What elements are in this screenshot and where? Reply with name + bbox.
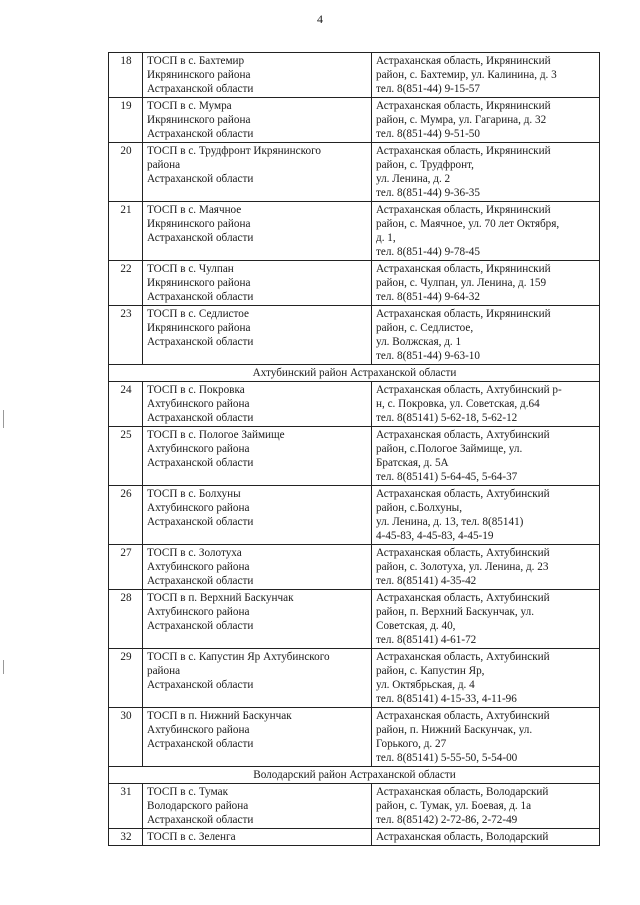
office-name-line: Ахтубинского района (147, 724, 250, 736)
address-cell (372, 708, 600, 767)
margin-mark (3, 410, 4, 428)
address-line: д. 1, (376, 232, 396, 244)
margin-mark (3, 660, 4, 674)
address-cell (372, 784, 600, 829)
office-name-line: Ахтубинского района (147, 606, 250, 618)
address-line: район, с. Капустин Яр, (376, 665, 485, 677)
row-number: 18 (109, 53, 143, 98)
office-name-line: Астраханской области (147, 814, 254, 826)
office-name-line: ТОСП в с. Болхуны (147, 488, 241, 500)
office-name-line: Астраханской области (147, 412, 254, 424)
office-name-cell (143, 829, 372, 846)
office-name-line: ТОСП в п. Нижний Баскунчак (147, 710, 292, 722)
address-line: Астраханская область, Ахтубинский (376, 488, 550, 500)
office-name-line: района (147, 159, 181, 171)
office-name-line: Астраханской области (147, 232, 254, 244)
address-cell (372, 427, 600, 486)
page-number: 4 (317, 12, 323, 26)
address-line: Астраханская область, Володарский (376, 831, 549, 843)
office-name-line: ТОСП в с. Трудфронт Икрянинского (147, 145, 321, 157)
address-line: тел. 8(85141) 4-15-33, 4-11-96 (376, 693, 517, 705)
address-line: тел. 8(85141) 4-61-72 (376, 634, 477, 646)
table-row (109, 261, 600, 306)
office-name-line: ТОСП в п. Верхний Баскунчак (147, 592, 294, 604)
address-line: район, п. Нижний Баскунчак, ул. (376, 724, 533, 736)
address-line: тел. 8(851-44) 9-64-32 (376, 291, 480, 303)
row-number: 22 (109, 261, 143, 306)
table-row (109, 784, 600, 829)
office-name-line: ТОСП в с. Пологое Займище (147, 429, 285, 441)
table-row (109, 306, 600, 365)
office-name-line: Ахтубинского района (147, 443, 250, 455)
office-name-line: Володарского района (147, 800, 249, 812)
address-line: тел. 8(851-44) 9-36-35 (376, 187, 480, 199)
address-line: район, с. Тумак, ул. Боевая, д. 1а (376, 800, 532, 812)
section-title: Володарский район Астраханской области (109, 767, 600, 784)
office-name-cell (143, 784, 372, 829)
address-line: район, с. Трудфронт, (376, 159, 474, 171)
address-line: Астраханская область, Икрянинский (376, 308, 551, 320)
table-row (109, 382, 600, 427)
office-name-cell (143, 590, 372, 649)
office-name-line: Ахтубинского района (147, 502, 250, 514)
address-line: ул. Волжская, д. 1 (376, 336, 462, 348)
address-line: 4-45-83, 4-45-83, 4-45-19 (376, 530, 494, 542)
address-line: Астраханская область, Володарский (376, 786, 549, 798)
address-cell (372, 829, 600, 846)
row-number: 27 (109, 545, 143, 590)
row-number: 26 (109, 486, 143, 545)
office-name-line: Астраханской области (147, 128, 254, 140)
office-name-cell (143, 261, 372, 306)
address-line: тел. 8(85141) 5-55-50, 5-54-00 (376, 752, 518, 764)
address-line: Горького, д. 27 (376, 738, 447, 750)
office-name-line: Астраханской области (147, 457, 254, 469)
address-line: ул. Октябрьская, д. 4 (376, 679, 475, 691)
address-line: Советская, д. 40, (376, 620, 456, 632)
office-name-cell (143, 202, 372, 261)
office-name-line: Астраханской области (147, 83, 254, 95)
table-row (109, 98, 600, 143)
office-name-cell (143, 649, 372, 708)
office-name-line: Икрянинского района (147, 322, 251, 334)
table-row (109, 649, 600, 708)
offices-table (108, 52, 600, 846)
office-name-line: ТОСП в с. Чулпан (147, 263, 234, 275)
address-cell (372, 53, 600, 98)
address-cell (372, 590, 600, 649)
address-line: район, с. Седлистое, (376, 322, 474, 334)
row-number: 29 (109, 649, 143, 708)
office-name-cell (143, 53, 372, 98)
address-line: район, с. Золотуха, ул. Ленина, д. 23 (376, 561, 549, 573)
office-name-cell (143, 306, 372, 365)
address-line: тел. 8(851-44) 9-51-50 (376, 128, 480, 140)
address-cell (372, 382, 600, 427)
address-line: район, с. Мумра, ул. Гагарина, д. 32 (376, 114, 547, 126)
office-name-line: Икрянинского района (147, 69, 251, 81)
address-line: ул. Ленина, д. 2 (376, 173, 451, 185)
row-number: 20 (109, 143, 143, 202)
row-number: 28 (109, 590, 143, 649)
office-name-cell (143, 427, 372, 486)
address-line: район, с.Болхуны, (376, 502, 462, 514)
section-row (109, 365, 600, 382)
office-name-line: ТОСП в с. Мумра (147, 100, 232, 112)
office-name-line: Астраханской области (147, 738, 254, 750)
address-line: Астраханская область, Ахтубинский (376, 592, 550, 604)
address-cell (372, 143, 600, 202)
office-name-cell (143, 708, 372, 767)
row-number: 24 (109, 382, 143, 427)
office-name-line: ТОСП в с. Маячное (147, 204, 242, 216)
address-line: Астраханская область, Икрянинский (376, 145, 551, 157)
row-number: 32 (109, 829, 143, 846)
office-name-line: Астраханской области (147, 173, 254, 185)
table-row (109, 427, 600, 486)
office-name-line: Астраханской области (147, 336, 254, 348)
address-line: тел. 8(851-44) 9-15-57 (376, 83, 480, 95)
office-name-cell (143, 545, 372, 590)
office-name-line: района (147, 665, 181, 677)
address-line: Астраханская область, Икрянинский (376, 263, 551, 275)
address-line: Братская, д. 5А (376, 457, 449, 469)
office-name-line: Ахтубинского района (147, 561, 250, 573)
office-name-cell (143, 382, 372, 427)
office-name-line: Ахтубинского района (147, 398, 250, 410)
table-row (109, 708, 600, 767)
office-name-line: ТОСП в с. Покровка (147, 384, 245, 396)
row-number: 19 (109, 98, 143, 143)
office-name-cell (143, 98, 372, 143)
office-name-line: Астраханской области (147, 291, 254, 303)
office-name-line: Икрянинского района (147, 114, 251, 126)
address-cell (372, 202, 600, 261)
address-line: тел. 8(851-44) 9-63-10 (376, 350, 480, 362)
table-row (109, 590, 600, 649)
address-line: тел. 8(85141) 5-62-18, 5-62-12 (376, 412, 518, 424)
row-number: 31 (109, 784, 143, 829)
office-name-line: ТОСП в с. Золотуха (147, 547, 242, 559)
table-row (109, 486, 600, 545)
address-cell (372, 486, 600, 545)
office-name-line: Икрянинского района (147, 277, 251, 289)
office-name-line: Астраханской области (147, 620, 254, 632)
address-cell (372, 545, 600, 590)
address-line: Астраханская область, Ахтубинский р- (376, 384, 562, 396)
office-name-cell (143, 143, 372, 202)
table-body (109, 53, 600, 846)
address-line: район, с.Пологое Займище, ул. (376, 443, 523, 455)
address-line: н, с. Покровка, ул. Советская, д.64 (376, 398, 540, 410)
address-cell (372, 306, 600, 365)
office-name-line: ТОСП в с. Капустин Яр Ахтубинского (147, 651, 330, 663)
address-line: район, с. Маячное, ул. 70 лет Октября, (376, 218, 560, 230)
address-line: Астраханская область, Ахтубинский (376, 710, 550, 722)
office-name-line: ТОСП в с. Седлистое (147, 308, 249, 320)
section-row (109, 767, 600, 784)
row-number: 21 (109, 202, 143, 261)
address-line: тел. 8(85141) 4-35-42 (376, 575, 477, 587)
address-line: Астраханская область, Икрянинский (376, 204, 551, 216)
office-name-line: ТОСП в с. Бахтемир (147, 55, 245, 67)
table-row (109, 143, 600, 202)
address-cell (372, 649, 600, 708)
address-line: тел. 8(851-44) 9-78-45 (376, 246, 480, 258)
address-line: Астраханская область, Икрянинский (376, 55, 551, 67)
row-number: 23 (109, 306, 143, 365)
address-line: Астраханская область, Икрянинский (376, 100, 551, 112)
row-number: 30 (109, 708, 143, 767)
address-line: Астраханская область, Ахтубинский (376, 429, 550, 441)
table-row (109, 53, 600, 98)
address-cell (372, 261, 600, 306)
office-name-line: Астраханской области (147, 679, 254, 691)
address-line: Астраханская область, Ахтубинский (376, 547, 550, 559)
address-cell (372, 98, 600, 143)
address-line: район, с. Бахтемир, ул. Калинина, д. 3 (376, 69, 557, 81)
office-name-cell (143, 486, 372, 545)
table-row (109, 202, 600, 261)
address-line: район, с. Чулпан, ул. Ленина, д. 159 (376, 277, 547, 289)
section-title: Ахтубинский район Астраханской области (109, 365, 600, 382)
office-name-line: ТОСП в с. Зеленга (147, 831, 236, 843)
office-name-line: Астраханской области (147, 516, 254, 528)
address-line: тел. 8(85142) 2-72-86, 2-72-49 (376, 814, 518, 826)
address-line: Астраханская область, Ахтубинский (376, 651, 550, 663)
address-line: ул. Ленина, д. 13, тел. 8(85141) (376, 516, 524, 528)
office-name-line: ТОСП в с. Тумак (147, 786, 229, 798)
table-row (109, 829, 600, 846)
office-name-line: Астраханской области (147, 575, 254, 587)
address-line: район, п. Верхний Баскунчак, ул. (376, 606, 534, 618)
row-number: 25 (109, 427, 143, 486)
address-line: тел. 8(85141) 5-64-45, 5-64-37 (376, 471, 518, 483)
table-row (109, 545, 600, 590)
office-name-line: Икрянинского района (147, 218, 251, 230)
